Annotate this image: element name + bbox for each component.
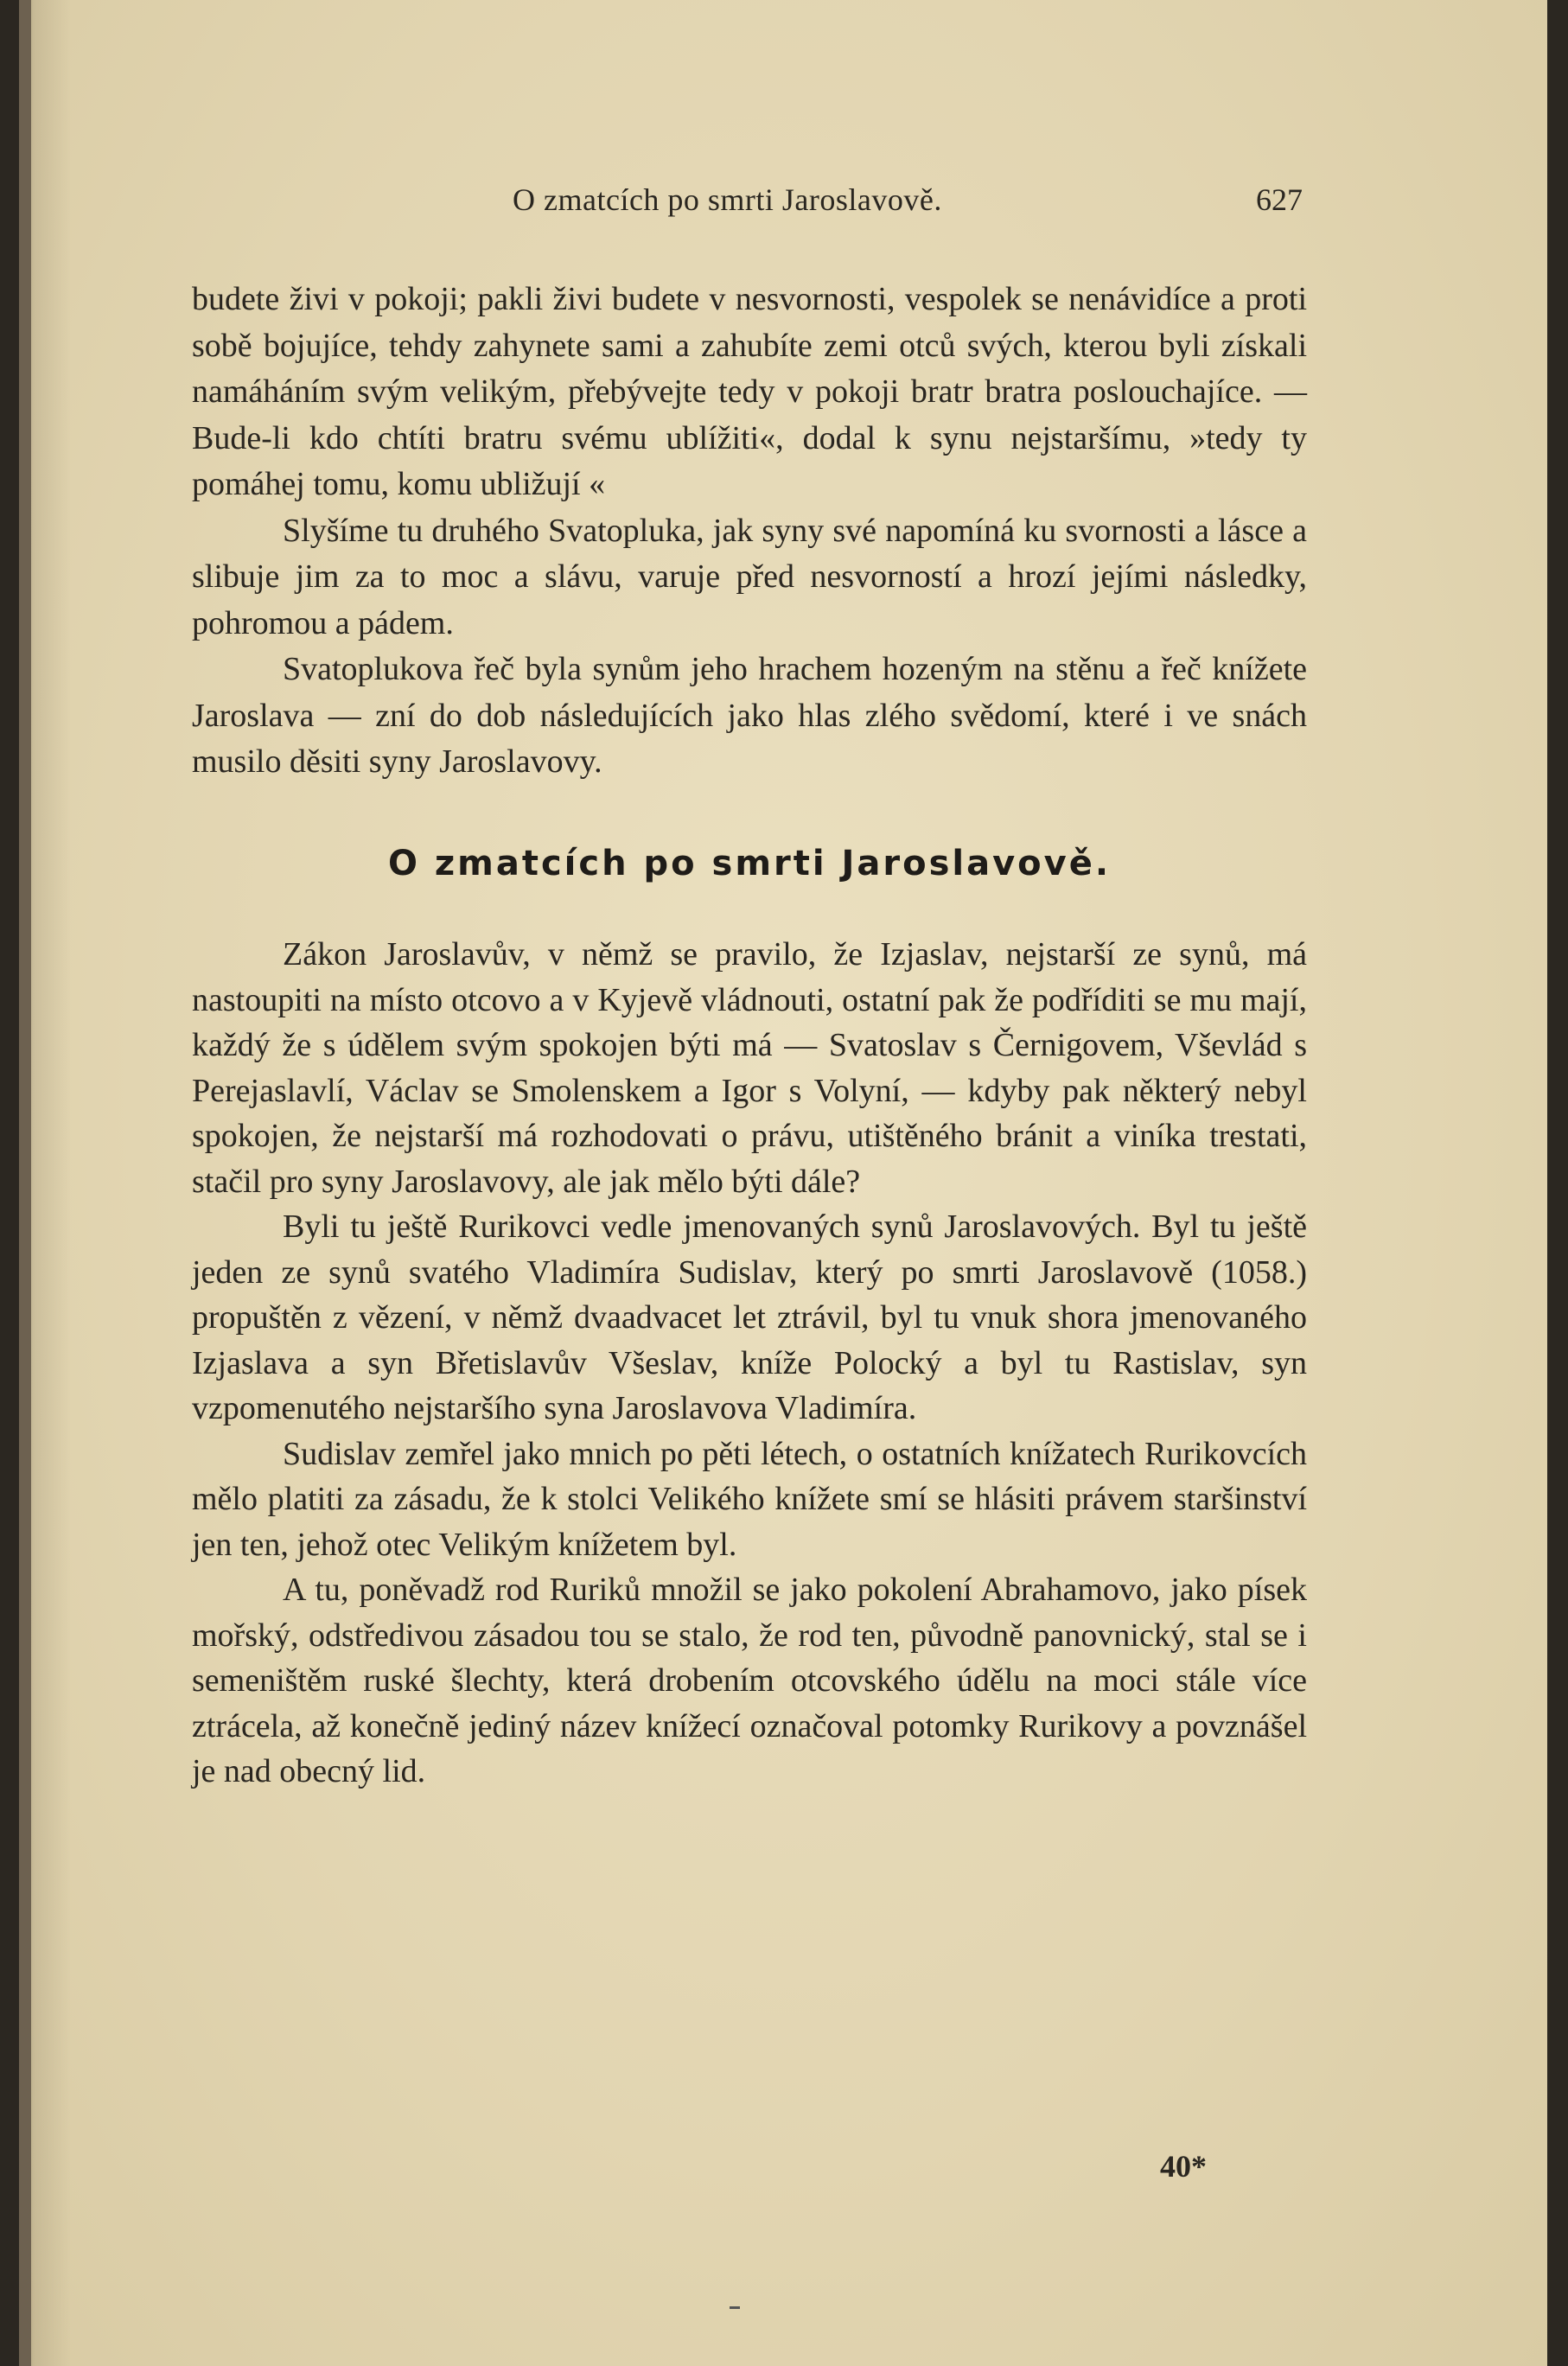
paragraph: Byli tu ještě Rurikovci vedle jmenovaných synů Jaroslavových. Byl tu ještě jeden ze synů svatého Vladimíra Sudislav, který po smrti Jaroslavově (1058.) propuštěn z vězení, v němž dvaadvacet let ztrávil, byl tu vnuk shora jmenovaného Izjaslava a syn Břetislavův Všeslav, kníže Polocký a byl tu Rastislav, syn vzpomenutého nejstaršího syna Jaroslavova Vladimíra. — [192, 1209, 1307, 1426]
paragraph: budete živi v pokoji; pakli živi budete v nesvornosti, vespolek se nenávidíce a proti sobě bojujíce, tehdy zahynete sami a zahubíte zemi otců svých, kterou byli získali namáháním svým velikým, přebývejte tedy v pokoji bratr bratra poslouchajíce. — Bude-li kdo chtíti bratru svému ublížiti«, dodal k synu nejstaršímu, »tedy ty pomáhej tomu, komu ubližují « — [192, 281, 1307, 502]
page-number: 627 — [1256, 182, 1303, 217]
running-header — [179, 182, 1303, 225]
section-heading: O zmatcích po smrti Jaroslavově. — [387, 843, 1112, 883]
page-gutter-shadow — [19, 0, 31, 2366]
paragraph: Svatoplukova řeč byla synům jeho hrachem hozeným na stěnu a řeč knížete Jaroslava — zní do dob následujících jako hlas zlého svědomí, které i ve snách musilo děsiti syny Jaroslavovy. — [192, 651, 1307, 780]
printer-mark — [730, 2306, 740, 2309]
paragraph: Slyšíme tu druhého Svatopluka, jak syny své napomíná ku svornosti a lásce a slibuje jim za to moc a slávu, varuje před nesvorností a hrozí jejími následky, pohromou a pádem. — [192, 512, 1307, 641]
paragraph: Zákon Jaroslavův, v němž se pravilo, že Izjaslav, nejstarší ze synů, má nastoupiti na místo otcovo a v Kyjevě vládnouti, ostatní pak že podříditi se mu mají, každý že s údělem svým spokojen býti má — Svatoslav s Černigovem, Vševlád s Perejaslavlí, Václav se Smolenskem a Igor s Volyní, — kdyby pak některý nebyl spokojen, že nejstarší má rozhodovati o právu, utištěného bránit a viníka trestati, stačil pro syny Jaroslavovy, ale jak mělo býti dále? — [192, 936, 1307, 1200]
paragraph: Sudislav zemřel jako mnich po pěti létech, o ostatních knížatech Rurikovcích mělo platiti za zásadu, že k stolci Velikého knížete smí se hlásiti právem staršinství jen ten, jehož otec Velikým knížetem byl. — [192, 1435, 1307, 1563]
section-text — [192, 932, 1307, 1795]
paragraph: A tu, poněvadž rod Ruriků množil se jako pokolení Abrahamovo, jako písek mořský, odstředivou zásadou tou se stalo, že rod ten, původně panovnický, stal se i semeništěm ruské šlechty, která drobením otcovského údělu na moci stále více ztrácela, až konečně jediný název knížecí označoval potomky Rurikovy a povznášel je nad obecný lid. — [192, 1572, 1307, 1789]
page-body — [192, 277, 1307, 1795]
running-header-title: O zmatcích po smrti Jaroslavově. — [513, 182, 942, 217]
section-continued-text — [192, 277, 1307, 786]
book-page — [19, 0, 1547, 2366]
signature-mark: 40* — [1160, 2149, 1207, 2184]
